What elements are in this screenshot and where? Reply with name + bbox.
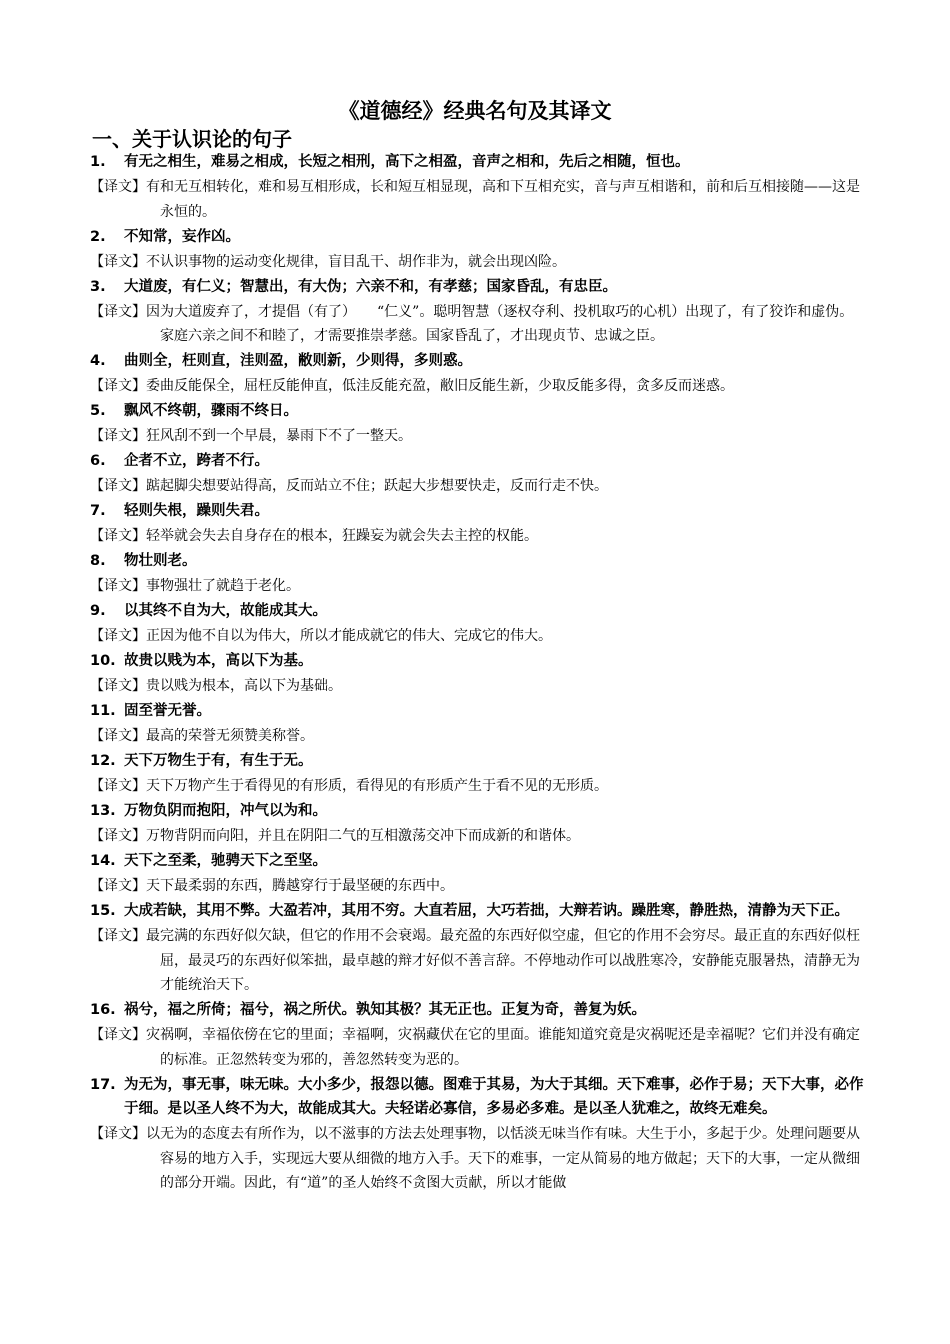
quote-text: 天下万物生于有，有生于无。 bbox=[124, 753, 313, 769]
quote-line bbox=[90, 150, 865, 175]
quote-item bbox=[90, 275, 865, 349]
quote-text: 有无之相生，难易之相成，长短之相刑，高下之相盈，音声之相和，先后之相随，恒也。 bbox=[124, 154, 690, 170]
quote-item bbox=[90, 499, 865, 549]
quote-number: 4. bbox=[90, 353, 106, 369]
translation-text: 以无为的态度去有所作为，以不滋事的方法去处理事物，以恬淡无味当作有味。大生于小，多起于少。处理问题要从容易的地方入手，实现远大要从细微的地方入手。天下的难事，一定从简易的地方做起；天下的大事，一定从微细的部分开端。因此，有“道”的圣人始终不贪图大贡献，所以才能做 bbox=[146, 1126, 860, 1191]
quote-item bbox=[90, 899, 865, 998]
translation-line bbox=[90, 774, 865, 799]
translation-line bbox=[90, 250, 865, 275]
translation-text: 轻举就会失去自身存在的根本，狂躁妄为就会失去主控的权能。 bbox=[146, 528, 538, 544]
quote-item bbox=[90, 225, 865, 275]
quote-text: 大道废，有仁义；智慧出，有大伪；六亲不和，有孝慈；国家昏乱，有忠臣。 bbox=[124, 278, 617, 295]
quote-item bbox=[90, 449, 865, 499]
translation-text: 正因为他不自以为伟大，所以才能成就它的伟大、完成它的伟大。 bbox=[146, 628, 552, 644]
translation-text: 委曲反能保全，屈枉反能伸直，低洼反能充盈，敝旧反能生新，少取反能多得，贪多反而迷惑。 bbox=[146, 378, 734, 394]
quote-line bbox=[90, 849, 865, 874]
quote-line bbox=[90, 998, 865, 1023]
translation-tag: 【译文】 bbox=[90, 478, 146, 494]
translation-line bbox=[90, 574, 865, 599]
translation-tag: 【译文】 bbox=[90, 378, 146, 394]
quote-item bbox=[90, 699, 865, 749]
translation-line bbox=[90, 874, 865, 899]
translation-line bbox=[90, 524, 865, 549]
quote-text: 曲则全，枉则直，洼则盈，敝则新，少则得，多则惑。 bbox=[124, 353, 472, 369]
quote-number: 13. bbox=[90, 803, 116, 819]
quote-item bbox=[90, 649, 865, 699]
quote-line bbox=[90, 275, 865, 300]
translation-line bbox=[90, 924, 865, 998]
translation-line bbox=[90, 300, 865, 349]
translation-text: 最高的荣誉无须赞美称誉。 bbox=[146, 728, 314, 744]
translation-line bbox=[90, 1023, 865, 1072]
quote-line bbox=[90, 399, 865, 424]
translation-tag: 【译文】 bbox=[90, 1027, 146, 1043]
quote-text: 为无为，事无事，味无味。大小多少，报怨以德。图难于其易，为大于其细。天下难事，必作于易；天下大事，必作于细。是以圣人终不为大，故能成其大。夫轻诺必寡信，多易必多难。是以圣人犹难之，故终无难矣。 bbox=[124, 1076, 864, 1117]
translation-tag: 【译文】 bbox=[90, 628, 146, 644]
translation-tag: 【译文】 bbox=[90, 778, 146, 794]
quote-item bbox=[90, 749, 865, 799]
quote-line bbox=[90, 349, 865, 374]
quote-text: 大成若缺，其用不弊。大盈若冲，其用不穷。大直若屈，大巧若拙，大辩若讷。躁胜寒，静胜热，清静为天下正。 bbox=[124, 903, 849, 919]
quote-line bbox=[90, 799, 865, 824]
quote-text: 万物负阴而抱阳，冲气以为和。 bbox=[124, 803, 327, 819]
translation-text: 贵以贱为根本，高以下为基础。 bbox=[146, 678, 342, 694]
quote-item bbox=[90, 799, 865, 849]
document-title: 《道德经》经典名句及其译文 bbox=[338, 99, 612, 123]
quote-line bbox=[90, 549, 865, 574]
translation-tag: 【译文】 bbox=[90, 928, 146, 944]
quote-item bbox=[90, 549, 865, 599]
quote-text: 轻则失根，躁则失君。 bbox=[124, 503, 269, 519]
quote-text: 不知常，妄作凶。 bbox=[124, 228, 240, 245]
translation-tag: 【译文】 bbox=[90, 253, 146, 270]
quote-line bbox=[90, 499, 865, 524]
translation-line bbox=[90, 374, 865, 399]
translation-line bbox=[90, 824, 865, 849]
translation-text: 最完满的东西好似欠缺，但它的作用不会衰竭。最充盈的东西好似空虚，但它的作用不会穷尽。最正直的东西好似枉屈，最灵巧的东西好似笨拙，最卓越的辩才好似不善言辞。不停地动作可以战胜寒冷，安静能克服暑热，清静无为才能统治天下。 bbox=[146, 928, 860, 993]
translation-text: 事物强壮了就趋于老化。 bbox=[146, 578, 300, 594]
quote-line bbox=[90, 225, 865, 250]
quote-text: 天下之至柔，驰骋天下之至坚。 bbox=[124, 853, 327, 869]
quote-item bbox=[90, 349, 865, 399]
quote-line bbox=[90, 599, 865, 624]
quote-item bbox=[90, 399, 865, 449]
quote-number: 1. bbox=[90, 154, 106, 170]
translation-tag: 【译文】 bbox=[90, 179, 146, 195]
quote-text: 物壮则老。 bbox=[124, 553, 197, 569]
quote-number: 6. bbox=[90, 453, 106, 469]
translation-tag: 【译文】 bbox=[90, 578, 146, 594]
quote-text: 以其终不自为大，故能成其大。 bbox=[124, 603, 327, 619]
translation-line bbox=[90, 424, 865, 449]
quote-item bbox=[90, 599, 865, 649]
quote-number: 11. bbox=[90, 703, 116, 719]
quote-line bbox=[90, 699, 865, 724]
translation-tag: 【译文】 bbox=[90, 728, 146, 744]
translation-text: 踮起脚尖想要站得高，反而站立不住；跃起大步想要快走，反而行走不快。 bbox=[146, 478, 608, 494]
quote-list bbox=[90, 150, 865, 1196]
translation-line bbox=[90, 175, 865, 224]
translation-text: 万物背阴而向阳，并且在阴阳二气的互相激荡交冲下而成新的和谐体。 bbox=[146, 828, 580, 844]
quote-item bbox=[90, 849, 865, 899]
quote-number: 14. bbox=[90, 853, 116, 869]
translation-text: 天下最柔弱的东西，腾越穿行于最坚硬的东西中。 bbox=[146, 878, 454, 894]
translation-tag: 【译文】 bbox=[90, 678, 146, 694]
quote-number: 3. bbox=[90, 278, 106, 295]
quote-line bbox=[90, 899, 865, 924]
quote-line bbox=[90, 1073, 865, 1122]
translation-tag: 【译文】 bbox=[90, 528, 146, 544]
quote-text: 祸兮，福之所倚；福兮，祸之所伏。孰知其极？其无正也。正复为奇，善复为妖。 bbox=[124, 1002, 646, 1018]
quote-line bbox=[90, 649, 865, 674]
quote-item bbox=[90, 150, 865, 224]
translation-text: 天下万物产生于看得见的有形质，看得见的有形质产生于看不见的无形质。 bbox=[146, 778, 608, 794]
quote-number: 12. bbox=[90, 753, 116, 769]
quote-line bbox=[90, 749, 865, 774]
translation-text: 不认识事物的运动变化规律，盲目乱干、胡作非为，就会出现凶险。 bbox=[146, 253, 566, 270]
quote-number: 7. bbox=[90, 503, 106, 519]
quote-number: 17. bbox=[90, 1076, 116, 1093]
translation-tag: 【译文】 bbox=[90, 878, 146, 894]
quote-line bbox=[90, 449, 865, 474]
translation-line bbox=[90, 624, 865, 649]
quote-item bbox=[90, 1073, 865, 1196]
translation-tag: 【译文】 bbox=[90, 1126, 146, 1142]
translation-line bbox=[90, 724, 865, 749]
translation-line bbox=[90, 474, 865, 499]
translation-line bbox=[90, 674, 865, 699]
translation-text: 灾祸啊，幸福依傍在它的里面；幸福啊，灾祸藏伏在它的里面。谁能知道究竟是灾祸呢还是幸福呢？它们并没有确定的标准。正忽然转变为邪的，善忽然转变为恶的。 bbox=[146, 1027, 860, 1068]
translation-text: 狂风刮不到一个早晨，暴雨下不了一整天。 bbox=[146, 428, 412, 444]
quote-item bbox=[90, 998, 865, 1072]
quote-text: 飘风不终朝，骤雨不终日。 bbox=[124, 403, 298, 419]
quote-text: 故贵以贱为本，高以下为基。 bbox=[124, 653, 313, 669]
quote-number: 9. bbox=[90, 603, 106, 619]
quote-number: 2. bbox=[90, 228, 106, 245]
quote-number: 10. bbox=[90, 653, 116, 669]
translation-tag: 【译文】 bbox=[90, 428, 146, 444]
quote-number: 15. bbox=[90, 903, 116, 919]
quote-number: 8. bbox=[90, 553, 106, 569]
translation-tag: 【译文】 bbox=[90, 303, 146, 320]
quote-text: 企者不立，跨者不行。 bbox=[124, 453, 269, 469]
translation-text: 因为大道废弃了，才提倡（有了） “仁义”。聪明智慧（逐权夺利、投机取巧的心机）出现了，有了狡诈和虚伪。家庭六亲之间不和睦了，才需要推崇孝慈。国家昏乱了，才出现贞节、忠诚之臣。 bbox=[146, 303, 854, 344]
section-heading: 一、关于认识论的句子 bbox=[92, 127, 292, 151]
translation-line bbox=[90, 1122, 865, 1196]
translation-text: 有和无互相转化，难和易互相形成，长和短互相显现，高和下互相充实，音与声互相谐和，前和后互相接随——这是永恒的。 bbox=[146, 179, 860, 220]
quote-number: 16. bbox=[90, 1002, 116, 1018]
translation-tag: 【译文】 bbox=[90, 828, 146, 844]
quote-number: 5. bbox=[90, 403, 106, 419]
quote-text: 固至誉无誉。 bbox=[124, 703, 211, 719]
